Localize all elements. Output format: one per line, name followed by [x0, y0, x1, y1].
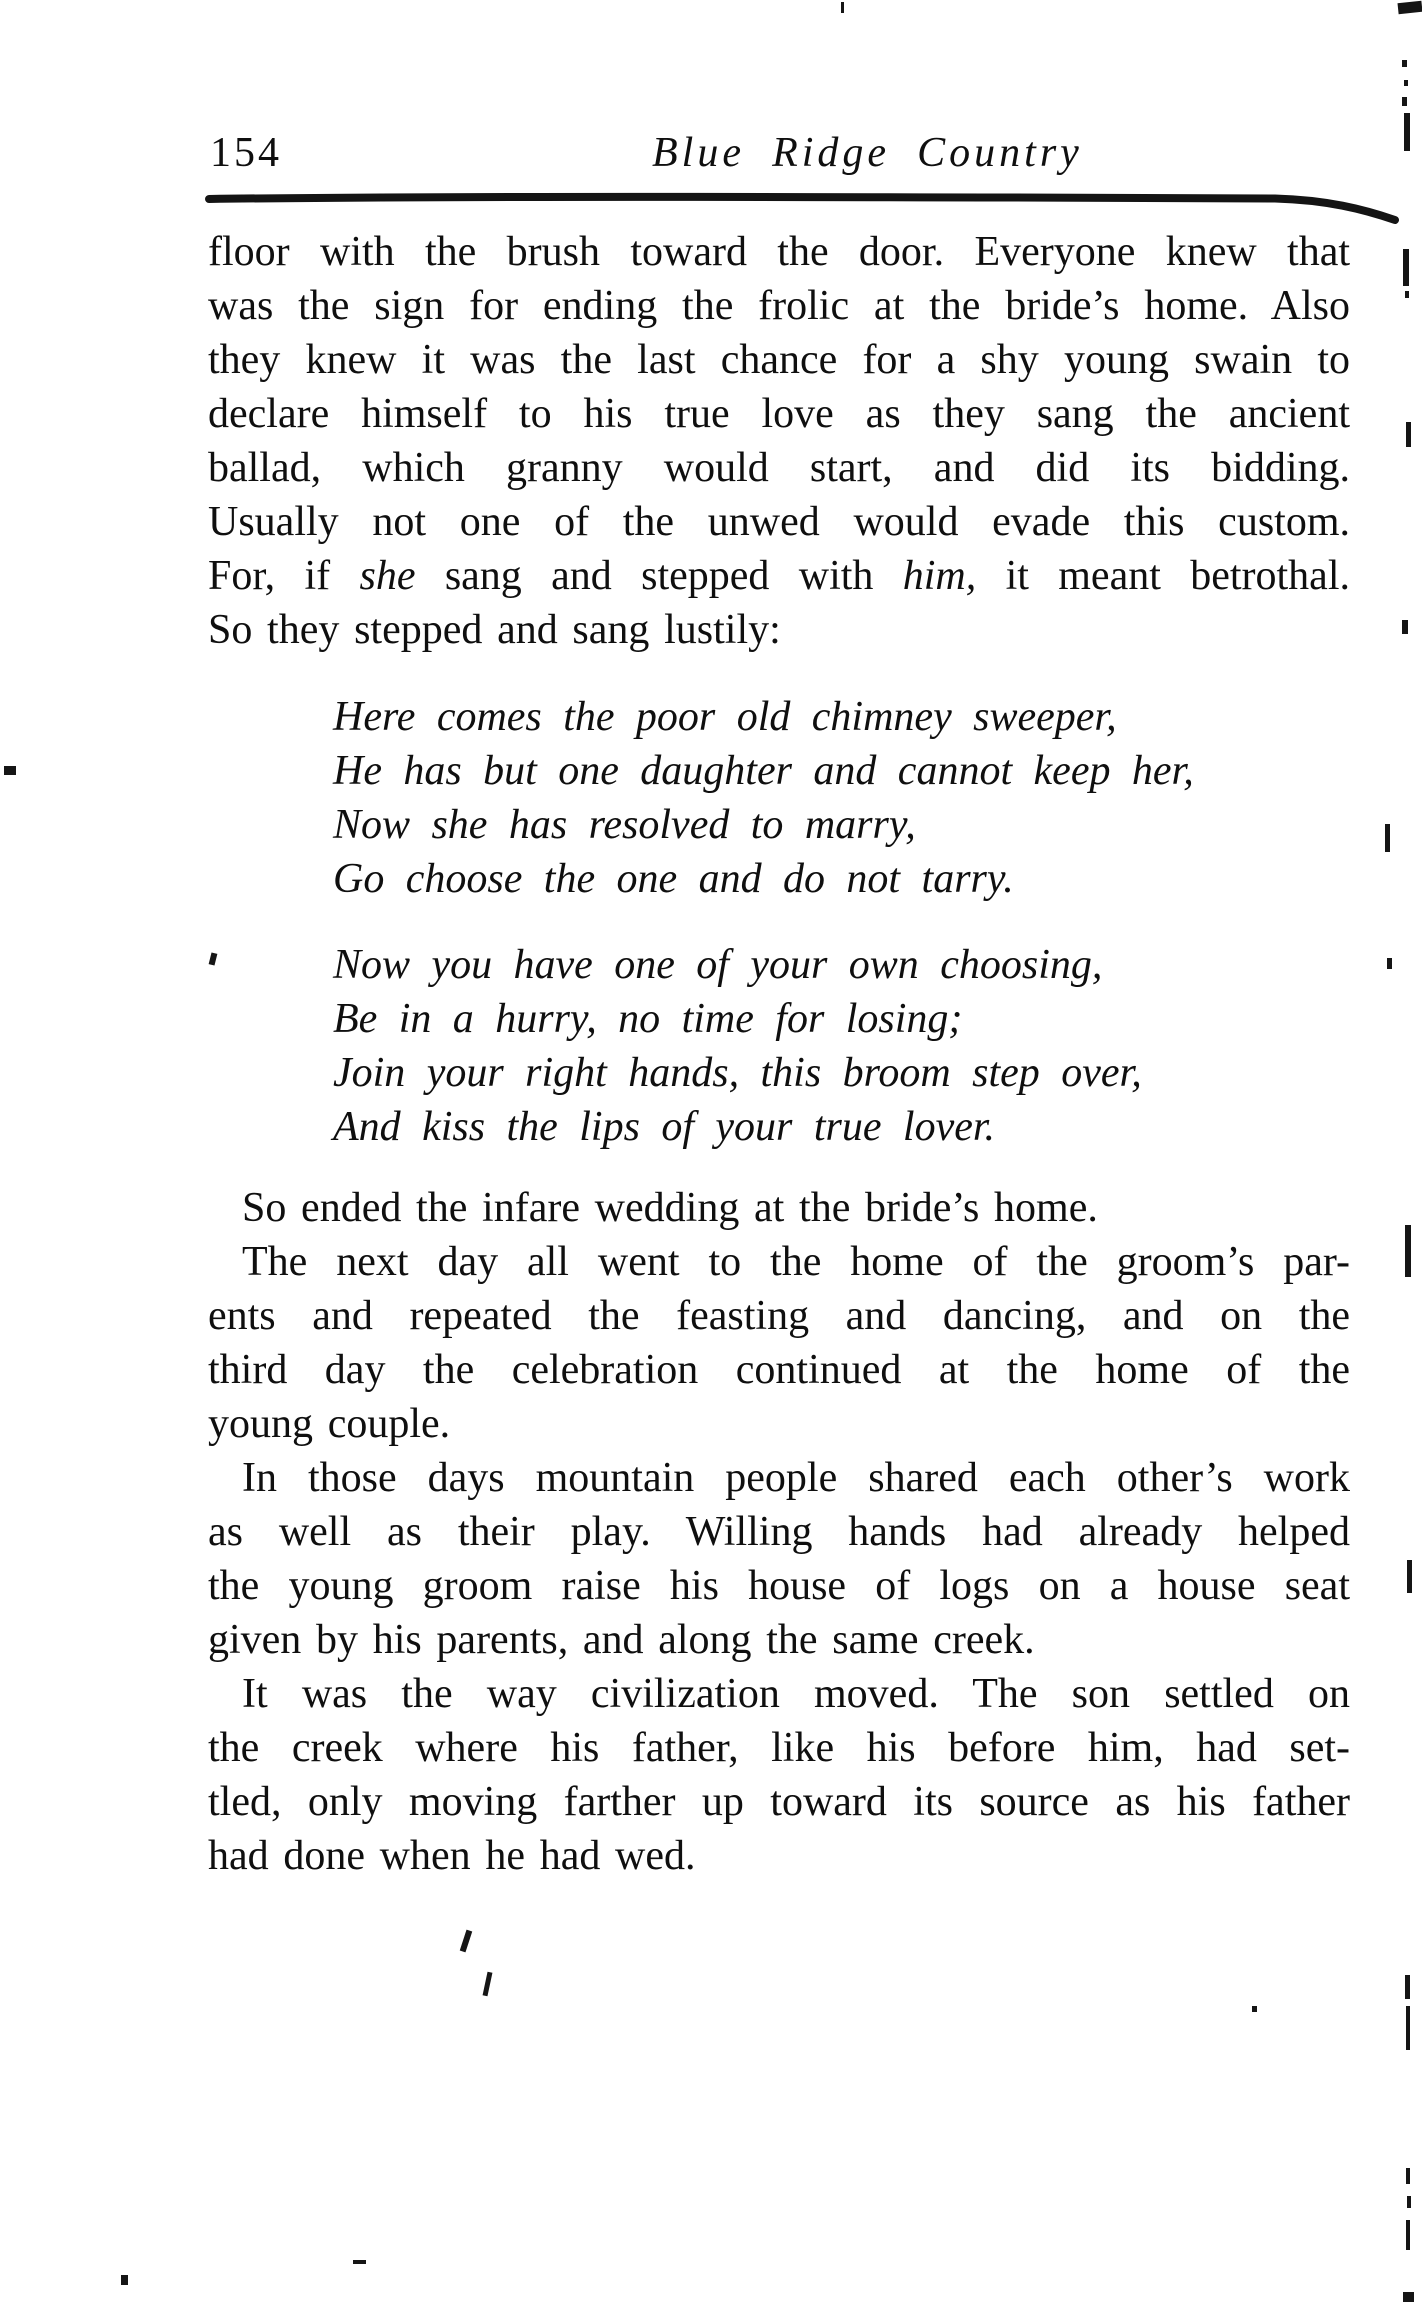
text-line: Now you have one of your own choosing, [333, 942, 1103, 988]
text-line: The next day all went to the home of the groom’s par- [242, 1239, 1350, 1285]
italic-word: she [359, 553, 416, 599]
paragraph [208, 1451, 1350, 1667]
scan-artifact [1404, 80, 1408, 86]
scan-artifact [1402, 97, 1407, 106]
scan-artifact [1402, 620, 1408, 634]
text-line: Usually not one of the unwed would evade this custom. [208, 499, 1350, 545]
text-line: He has but one daughter and cannot keep her, [333, 748, 1194, 794]
scan-artifact [4, 766, 16, 775]
text-line: given by his parents, and along the same creek. [208, 1617, 1035, 1663]
text-line: as well as their play. Willing hands had already helped [208, 1509, 1350, 1555]
text-line: ballad, which granny would start, and did its bidding. [208, 445, 1350, 491]
text-line: Join your right hands, this broom step over, [333, 1050, 1142, 1096]
text-line: So they stepped and sang lustily: [208, 607, 781, 653]
scan-artifact [1406, 2168, 1410, 2184]
italic-word: him, [902, 553, 977, 599]
scan-artifact [1406, 422, 1411, 447]
text-line: they knew it was the last chance for a shy young swain to [208, 337, 1350, 383]
text-line: It was the way civilization moved. The son settled on [242, 1671, 1350, 1717]
text-line: ents and repeated the feasting and dancing, and on the [208, 1293, 1350, 1339]
text-line: Now she has resolved to marry, [333, 802, 916, 848]
text-line: floor with the brush toward the door. Everyone knew that [208, 229, 1350, 275]
paragraph [208, 225, 1350, 657]
text-line: had done when he had wed. [208, 1833, 696, 1879]
scan-artifact [1403, 249, 1409, 286]
scan-artifact [841, 2, 844, 13]
scan-artifact [1402, 60, 1407, 67]
scan-artifact [1407, 1560, 1412, 1593]
scan-artifact [353, 2260, 366, 2264]
text-line: Here comes the poor old chimney sweeper, [333, 694, 1117, 740]
text-line: In those days mountain people shared each other’s work [242, 1455, 1350, 1501]
text-line: Go choose the one and do not tarry. [333, 856, 1014, 902]
running-title: Blue Ridge Country [652, 130, 1083, 176]
verse-stanza [208, 938, 1350, 1154]
text-line: Be in a hurry, no time for losing; [333, 996, 963, 1042]
paragraph [208, 1181, 1350, 1235]
paragraph [208, 1235, 1350, 1451]
paragraph [208, 1667, 1350, 1883]
page-number: 154 [210, 130, 282, 176]
text-line: the creek where his father, like his before him, had set- [208, 1725, 1350, 1771]
scan-artifact [1404, 113, 1410, 151]
scan-artifact [1406, 2006, 1410, 2050]
text-line: For, if she sang and stepped with him, it meant betrothal. [208, 553, 1350, 599]
text-line: was the sign for ending the frolic at the bride’s home. Also [208, 283, 1350, 329]
scan-artifact [121, 2275, 128, 2285]
text-line: young couple. [208, 1401, 451, 1447]
scan-artifact [1252, 2006, 1257, 2012]
scan-artifact [1406, 2220, 1410, 2250]
text-line: So ended the infare wedding at the bride’s home. [242, 1185, 1098, 1231]
scan-artifact [1405, 1225, 1411, 1277]
text-line: third day the celebration continued at the home of the [208, 1347, 1350, 1393]
scan-artifact [1405, 1975, 1410, 1999]
text-line: declare himself to his true love as they sang the ancient [208, 391, 1350, 437]
text-line: And kiss the lips of your true lover. [333, 1104, 996, 1150]
scan-artifact [1385, 824, 1390, 852]
scan-artifact [1405, 291, 1409, 298]
text-line: the young groom raise his house of logs on a house seat [208, 1563, 1350, 1609]
verse-stanza [208, 690, 1350, 906]
scan-artifact [1407, 2196, 1411, 2208]
scan-artifact [1387, 958, 1392, 969]
scan-artifact [1403, 2292, 1414, 2302]
text-line: tled, only moving farther up toward its source as his father [208, 1779, 1350, 1825]
